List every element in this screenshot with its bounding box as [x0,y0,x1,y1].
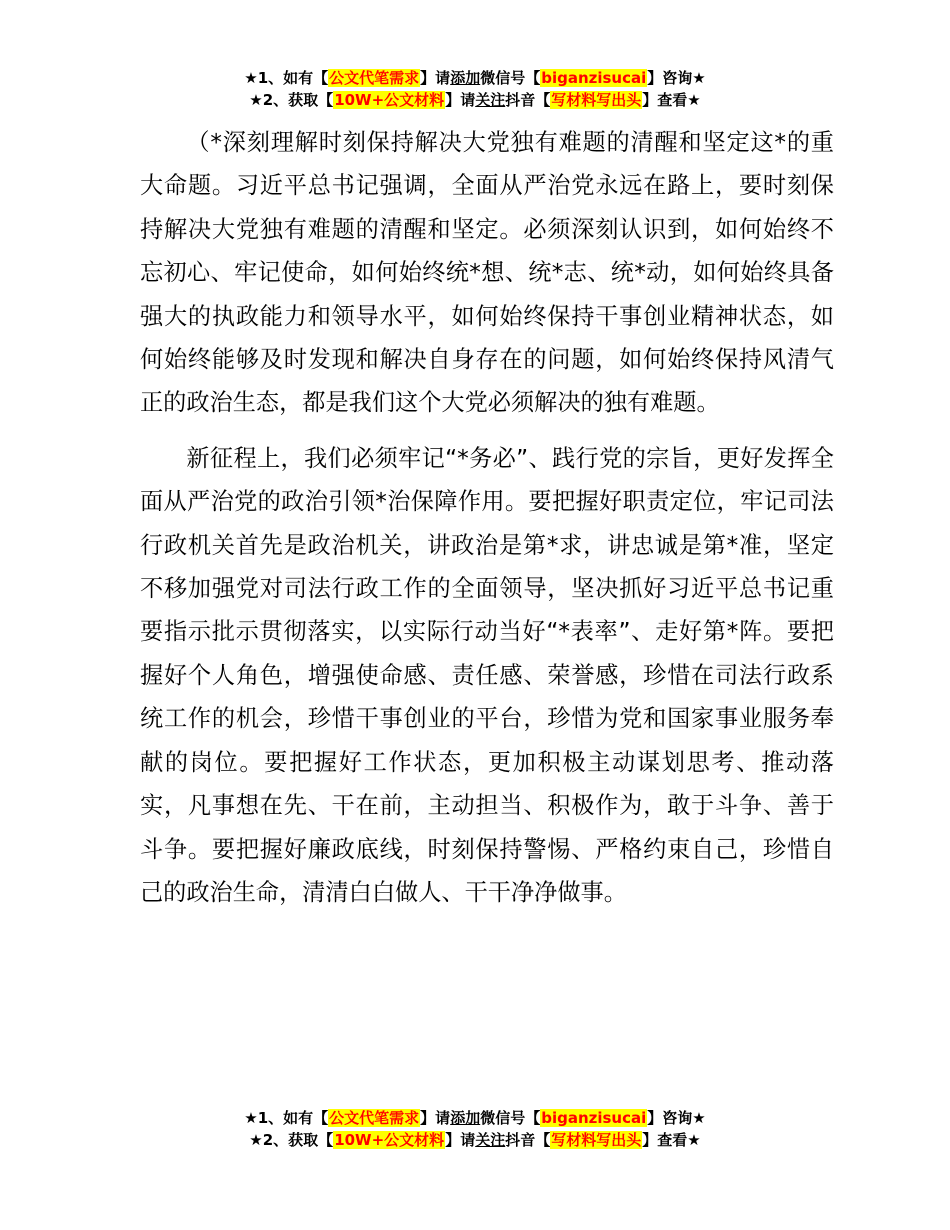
highlight-wechat-id: biganzisucai [541,69,647,87]
banner-line-2: ★2、获取【10W+公文材料】请关注抖音【写材料写出头】查看★ [249,1131,701,1149]
banner-line-1: ★1、如有【公文代笔需求】请添加微信号【biganzisucai】咨询★ [244,69,706,87]
highlight-materials: 10W+公文材料 [334,1131,445,1149]
highlight-wechat-id: biganzisucai [541,1109,647,1127]
highlight-service: 公文代笔需求 [329,69,420,87]
banner-line-2: ★2、获取【10W+公文材料】请关注抖音【写材料写出头】查看★ [249,91,701,109]
highlight-douyin-account: 写材料写出头 [551,91,642,109]
banner-line-1: ★1、如有【公文代笔需求】请添加微信号【biganzisucai】咨询★ [244,1109,706,1127]
highlight-douyin-account: 写材料写出头 [551,1131,642,1149]
header-banner [0,67,950,111]
highlight-materials: 10W+公文材料 [334,91,445,109]
paragraph: 新征程上，我们必须牢记“*务必”、践行党的宗旨，更好发挥全面从严治党的政治引领*治保障作用。要把握好职责定位，牢记司法行政机关首先是政治机关，讲政治是第*求，讲忠诚是第*准，坚定不移加强党对司法行政工作的全面领导，坚决抓好习近平总书记重要指示批示贯彻落实，以实际行动当好“*表率”、走好第*阵。要把握好个人角色，增强使命感、责任感、荣誉感，珍惜在司法行政系统工作的机会，珍惜干事创业的平台，珍惜为党和国家事业服务奉献的岗位。要把握好工作状态，更加积极主动谋划思考、推动落实，凡事想在先、干在前，主动担当、积极作为，敢于斗争、善于斗争。要把握好廉政底线，时刻保持警惕、严格约束自己，珍惜自己的政治生命，清清白白做人、干干净净做事。 [140,444,834,906]
paragraph: （*深刻理解时刻保持解决大党独有难题的清醒和坚定这*的重大命题。习近平总书记强调，全面从严治党永远在路上，要时刻保持解决大党独有难题的清醒和坚定。必须深刻认识到，如何始终不忘初心、牢记使命，如何始终统*想、统*志、统*动，如何始终具备强大的执政能力和领导水平，如何始终保持干事创业精神状态，如何始终能够及时发现和解决自身存在的问题，如何始终保持风清气正的政治生态，都是我们这个大党必须解决的独有难题。 [140,129,834,417]
highlight-service: 公文代笔需求 [329,1109,420,1127]
document-body [140,121,834,914]
footer-banner [0,1107,950,1151]
